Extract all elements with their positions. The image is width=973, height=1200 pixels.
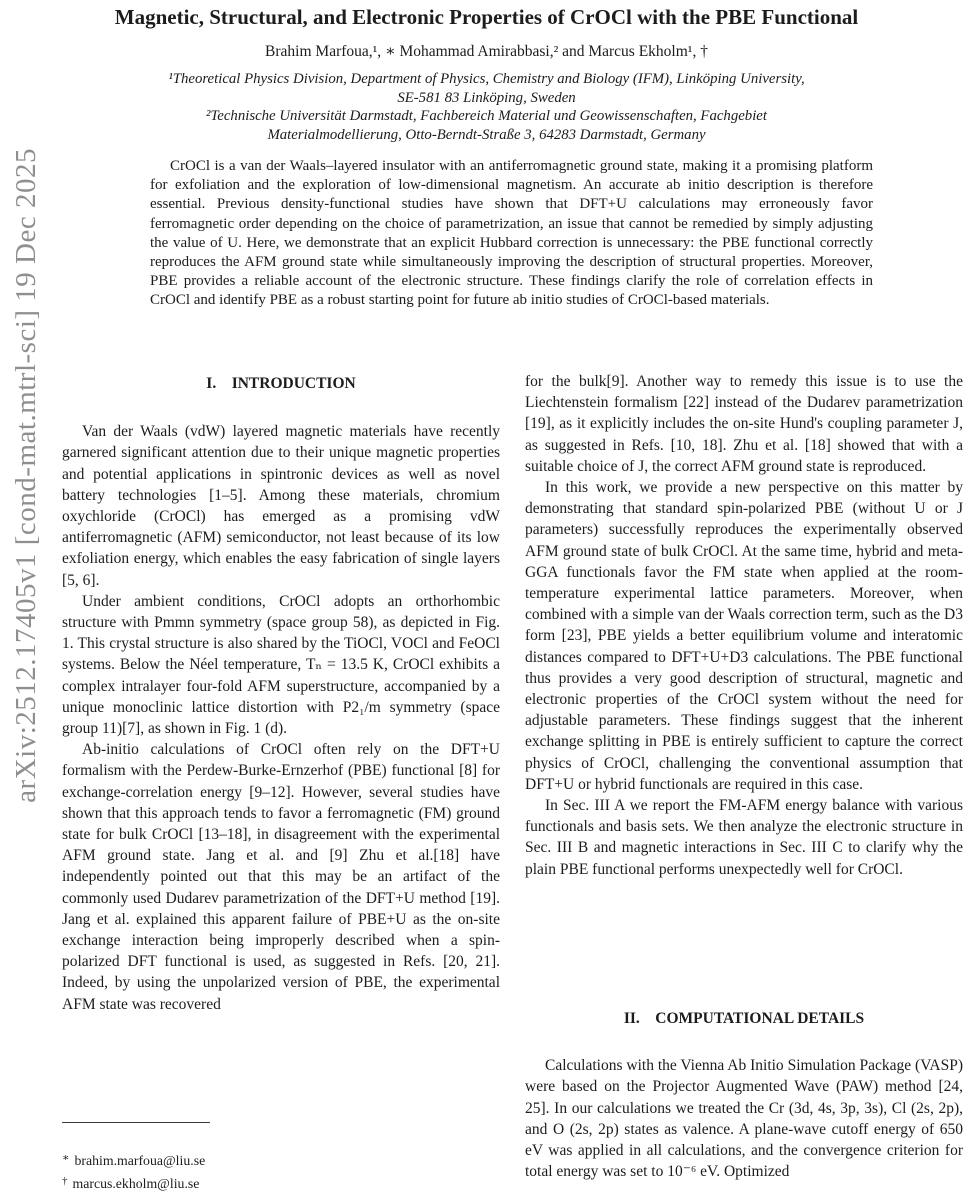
computational-paragraph-1: Calculations with the Vienna Ab Initio Simulation Package (VASP) were based on the Projector Augmented Wave (PAW) method [24, 25]. In our calculations we treated the Cr (3d, 4s, 3p, 3s), Cl (2s, 2p), and O (2s, 2p) states as valence. A plane-wave cutoff energy of 650 eV was applied in all calculations, and the convergence criterion for total energy was set to 10⁻⁶ eV. Optimized <box>525 1057 963 1181</box>
footnote-item-2 <box>62 1171 500 1194</box>
intro-paragraph-5: In Sec. III A we report the FM-AFM energy balance with various functionals and basis sets. We then analyze the electronic structure in Sec. III B and magnetic interactions in Sec. III C to clarify why the plain PBE functional performs unexpectedly well for CrOCl. <box>525 797 963 878</box>
footnote-email-link-1[interactable]: brahim.marfoua@liu.se <box>74 1153 206 1168</box>
intro-paragraph-3-continued: for the bulk[9]. Another way to remedy this issue is to use the Liechtenstein formalism [22] instead of the Dudarev parametrization [19], as it explicitly includes the on-site Hund's coupling parameter J, as suggested in Refs. [10, 18]. Zhu et al. [18] showed that with a suitable choice of J, the correct AFM ground state is reproduced. <box>525 373 963 475</box>
section-heading-computational-details: II. COMPUTATIONAL DETAILS <box>623 1010 865 1027</box>
footnote-email-link-2[interactable]: marcus.ekholm@liu.se <box>72 1176 200 1191</box>
arxiv-watermark: arXiv:2512.17405v1 [cond-mat.mtrl-sci] 19 Dec 2025 <box>10 148 42 803</box>
affiliation-2: ²Technische Universität Darmstadt, Fachbereich Material und Geowissenschaften, Fachgebiet Materialmodellierung, Otto-Berndt-Straße 3, 64283 Darmstadt, Germany <box>205 108 767 143</box>
intro-paragraph-2: Under ambient conditions, CrOCl adopts an orthorhombic structure with Pmmn symmetry (space group 58), as depicted in Fig. 1. This crystal structure is also shared by the TiOCl, VOCl and FeOCl systems. Below the Néel temperature, Tₙ = 13.5 K, CrOCl exhibits a complex intralayer four-fold AFM superstructure, accompanied by a unique monoclinic lattice distortion with P2₁/m symmetry (space group 11)[7], as shown in Fig. 1 (d). <box>62 592 500 738</box>
footnote-item-1 <box>62 1148 500 1171</box>
paper-title: Magnetic, Structural, and Electronic Properties of CrOCl with the PBE Functional <box>114 5 859 29</box>
footnote-rule <box>62 1122 210 1123</box>
right-column <box>525 371 963 880</box>
authors-line: Brahim Marfoua,¹, ∗ Mohammad Amirabbasi,² and Marcus Ekholm¹, † <box>265 43 708 60</box>
section-heading-introduction: I. INTRODUCTION <box>206 375 356 392</box>
abstract: CrOCl is a van der Waals–layered insulator with an antiferromagnetic ground state, making it a promising platform for exfoliation and the exploration of low-dimensional magnetism. An accurate ab initio description is therefore essential. Previous density-functional studies have shown that DFT+U calculations may erroneously favor ferromagnetic order depending on the choice of parametrization, an issue that cannot be remedied by simply adjusting the value of U. Here, we demonstrate that an explicit Hubbard correction is unnecessary: the PBE functional correctly reproduces the AFM ground state while simultaneously improving the description of structural properties. Moreover, PBE provides a reliable account of the electronic structure. These findings clarify the role of correlation effects in CrOCl and identify PBE as a robust starting point for future ab initio studies of CrOCl-based materials. <box>150 158 873 309</box>
affiliation-1: ¹Theoretical Physics Division, Department of Physics, Chemistry and Biology (IFM), Linköping University, SE-581 83 Linköping, Sweden <box>168 71 805 106</box>
intro-paragraph-1: Van der Waals (vdW) layered magnetic materials have recently garnered significant attention due to their unique magnetic properties and potential applications in spintronic devices as well as novel battery technologies [1–5]. Among these materials, chromium oxychloride (CrOCl) has emerged as a promising vdW antiferromagnetic (AFM) semiconductor, not least because of its low exfoliation energy, which enables the easy fabrication of single layers [5, 6]. <box>62 423 500 589</box>
footnote-dagger-marker: † <box>62 1175 68 1187</box>
computational-details-section <box>525 1008 963 1182</box>
intro-paragraph-3: Ab-initio calculations of CrOCl often rely on the DFT+U formalism with the Perdew-Burke-Ernzerhof (PBE) functional [8] for exchange-correlation energy [9–12]. However, several studies have shown that this approach tends to favor a ferromagnetic (FM) ground state for bulk CrOCl [13–18], in disagreement with the experimental AFM ground state. Jang et al. and [9] Zhu et al.[18] have independently pointed out that this may be an artifact of the commonly used Dudarev parametrization of the DFT+U method [19]. Jang et al. explained this apparent failure of PBE+U as the on-site exchange interaction being improperly described when a spin-polarized DFT functional is used, as suggested in Refs. [20, 21]. Indeed, by using the unpolarized version of PBE, the experimental AFM state was recovered <box>62 741 500 1013</box>
intro-paragraph-4: In this work, we provide a new perspective on this matter by demonstrating that standard spin-polarized PBE (without U or J parameters) successfully reproduces the experimentally observed AFM ground state of bulk CrOCl. At the same time, hybrid and meta-GGA functionals favor the FM state when applied at the room-temperature experimental lattice parameters. Moreover, when combined with a simple van der Waals correction term, such as the D3 form [23], PBE yields a better equilibrium volume and interatomic distances compared to DFT+U+D3 calculations. The PBE functional thus provides a very good description of structural, magnetic and electronic properties of the CrOCl system without the need for adjustable parameters. These findings suggest that the inherent exchange splitting in PBE is entirely sufficient to capture the correct physics of CrOCl, challenging the conventional assumption that DFT+U or hybrid functionals are required in this case. <box>525 479 963 793</box>
footnotes <box>62 1122 500 1194</box>
left-column <box>62 371 500 1015</box>
affiliations <box>156 70 817 144</box>
footnote-asterisk-marker: ∗ <box>62 1152 70 1164</box>
